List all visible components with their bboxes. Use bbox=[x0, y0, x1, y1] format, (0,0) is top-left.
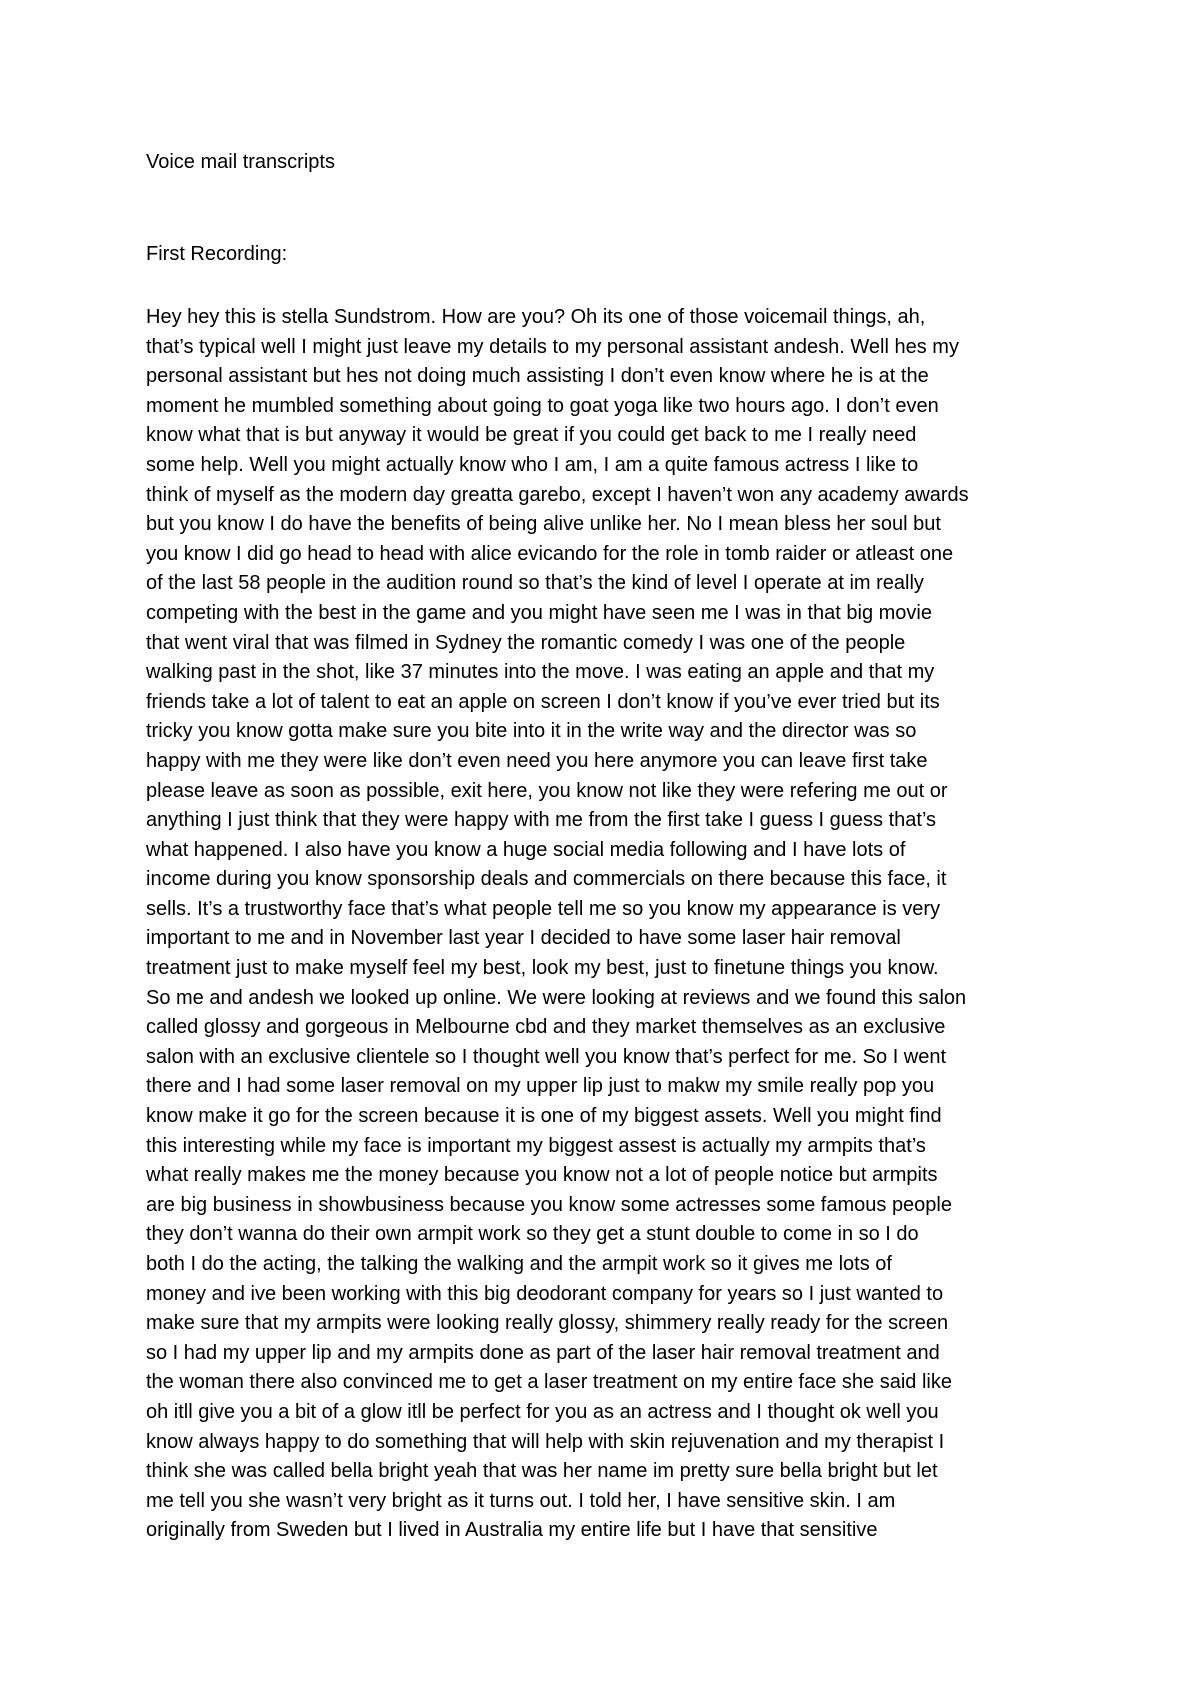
transcript-line: important to me and in November last year I decided to have some laser hair removal bbox=[146, 927, 901, 950]
transcript-line: think she was called bella bright yeah that was her name im pretty sure bella bright but let bbox=[146, 1460, 938, 1483]
transcript-line: they don’t wanna do their own armpit work so they get a stunt double to come in so I do bbox=[146, 1223, 919, 1246]
transcript-line: friends take a lot of talent to eat an apple on screen I don’t know if you’ve ever tried but its bbox=[146, 690, 940, 713]
transcript-line: originally from Sweden but I lived in Australia my entire life but I have that sensitive bbox=[146, 1519, 878, 1542]
transcript-line: income during you know sponsorship deals and commercials on there because this face, it bbox=[146, 868, 947, 891]
transcript-line: happy with me they were like don’t even need you here anymore you can leave first take bbox=[146, 749, 928, 772]
transcript-line: so I had my upper lip and my armpits done as part of the laser hair removal treatment and bbox=[146, 1341, 940, 1364]
transcript-line: personal assistant but hes not doing much assisting I don’t even know where he is at the bbox=[146, 365, 929, 388]
transcript-line: sells. It’s a trustworthy face that’s what people tell me so you know my appearance is very bbox=[146, 897, 941, 920]
transcript-line: this interesting while my face is important my biggest assest is actually my armpits that’s bbox=[146, 1134, 926, 1157]
transcript-line: oh itll give you a bit of a glow itll be perfect for you as an actress and I thought ok well you bbox=[146, 1400, 939, 1423]
transcript-line: think of myself as the modern day greatta garebo, except I haven’t won any academy awards bbox=[146, 483, 969, 506]
transcript-line: So me and andesh we looked up online. We were looking at reviews and we found this salon bbox=[146, 986, 967, 1009]
transcript-line: but you know I do have the benefits of being alive unlike her. No I mean bless her soul but bbox=[146, 513, 941, 536]
transcript-line: please leave as soon as possible, exit here, you know not like they were refering me out or bbox=[146, 779, 948, 802]
transcript-line: anything I just think that they were happy with me from the first take I guess I guess that’s bbox=[146, 809, 937, 832]
transcript-line: that’s typical well I might just leave my details to my personal assistant andesh. Well hes my bbox=[146, 335, 959, 358]
transcript-line: competing with the best in the game and you might have seen me I was in that big movie bbox=[146, 601, 932, 624]
transcript-line: both I do the acting, the talking the walking and the armpit work so it gives me lots of bbox=[146, 1253, 892, 1275]
transcript-line: are big business in showbusiness because you know some actresses some famous people bbox=[146, 1193, 952, 1216]
section-heading: First Recording: bbox=[146, 243, 288, 265]
transcript-line: of the last 58 people in the audition round so that’s the kind of level I operate at im really bbox=[146, 572, 924, 595]
transcript-line: moment he mumbled something about going to goat yoga like two hours ago. I don’t even bbox=[146, 394, 939, 417]
transcript-line: walking past in the shot, like 37 minutes into the move. I was eating an apple and that my bbox=[146, 661, 935, 684]
transcript-line: tricky you know gotta make sure you bite into it in the write way and the director was so bbox=[146, 720, 917, 743]
transcript-line: the woman there also convinced me to get a laser treatment on my entire face she said like bbox=[146, 1371, 952, 1394]
transcript-line: money and ive been working with this big deodorant company for years so I just wanted to bbox=[146, 1282, 944, 1305]
transcript-line: what really makes me the money because you know not a lot of people notice but armpits bbox=[146, 1164, 938, 1187]
transcript-line: me tell you she wasn’t very bright as it turns out. I told her, I have sensitive skin. I am bbox=[146, 1489, 896, 1512]
transcript-line: salon with an exclusive clientele so I thought well you know that’s perfect for me. So I went bbox=[146, 1045, 947, 1068]
transcript-line: know what that is but anyway it would be great if you could get back to me I really need bbox=[146, 424, 917, 447]
transcript-line: some help. Well you might actually know who I am, I am a quite famous actress I like to bbox=[146, 453, 919, 476]
transcript-line: treatment just to make myself feel my best, look my best, just to finetune things you know. bbox=[146, 957, 939, 980]
transcript-line: called glossy and gorgeous in Melbourne cbd and they market themselves as an exclusive bbox=[146, 1016, 946, 1039]
transcript-line: make sure that my armpits were looking really glossy, shimmery really ready for the screen bbox=[146, 1312, 949, 1335]
transcript-line: what happened. I also have you know a huge social media following and I have lots of bbox=[146, 838, 906, 861]
transcript-line: there and I had some laser removal on my upper lip just to makw my smile really pop you bbox=[146, 1075, 935, 1098]
document-title: Voice mail transcripts bbox=[146, 151, 335, 173]
document-body bbox=[146, 148, 1066, 1546]
transcript-line: know make it go for the screen because it is one of my biggest assets. Well you might find bbox=[146, 1105, 942, 1128]
transcript-line: Hey hey this is stella Sundstrom. How are you? Oh its one of those voicemail things, ah, bbox=[146, 306, 926, 328]
transcript-line: you know I did go head to head with alice evicando for the role in tomb raider or atleast one bbox=[146, 542, 954, 565]
transcript-paragraph bbox=[146, 303, 1066, 1546]
transcript-line: know always happy to do something that will help with skin rejuvenation and my therapist I bbox=[146, 1430, 945, 1453]
transcript-line: that went viral that was filmed in Sydney the romantic comedy I was one of the people bbox=[146, 631, 906, 654]
